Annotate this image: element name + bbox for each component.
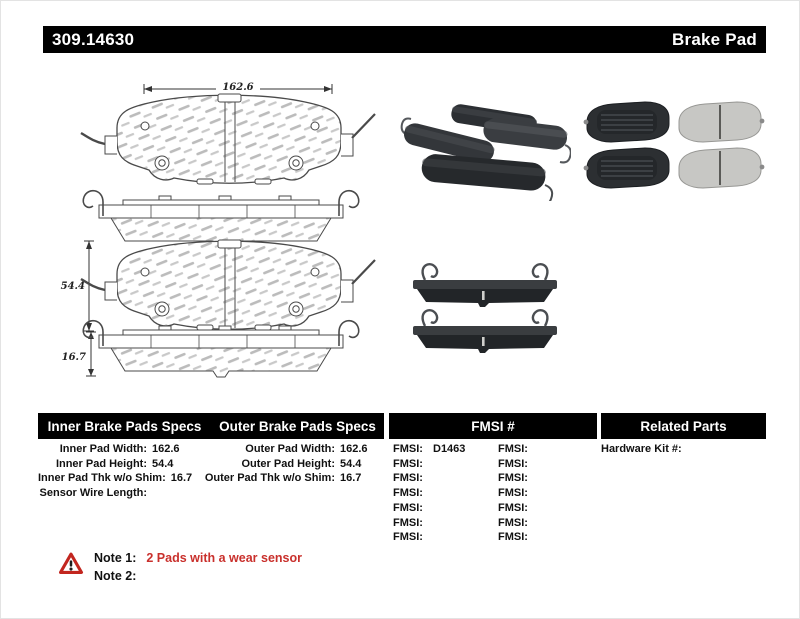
spec-row: Outer Pad Thk w/o Shim: 16.7 [204,472,362,485]
note-2 [94,569,302,587]
spec-row: Inner Pad Height: 54.4 [55,457,174,470]
fmsi-row: FMSI: [393,472,423,485]
fmsi-row: FMSI: [393,516,423,529]
dimension-height [61,241,94,331]
note-1-label: Note 1: [94,551,137,565]
fmsi-row: FMSI: [498,516,528,529]
spec-row: Inner Pad Width: 162.6 [59,443,180,455]
fmsi-row: FMSI: [393,457,423,470]
spec-row: Outer Pad Width: 162.6 [245,443,368,455]
note-2-label: Note 2: [94,569,137,583]
fmsi-row: FMSI: [498,531,528,544]
fmsi-row: FMSI: [498,472,528,485]
related-parts-column [601,442,766,457]
part-number: 309.14630 [52,29,135,49]
svg-text:54.4: 54.4 [60,281,85,292]
fmsi-row: FMSI: D1463 [393,443,466,455]
header-outer-specs: Outer Brake Pads Specs [219,418,376,434]
fmsi-row: FMSI: [498,443,528,455]
inner-specs-column [38,442,196,501]
table-header-related: Related Parts [601,413,766,439]
spec-row: Sensor Wire Length: [39,487,147,500]
fmsi-row: FMSI: [498,487,528,500]
spec-row: Outer Pad Height: 54.4 [241,457,362,470]
header-inner-specs: Inner Brake Pads Specs [47,418,202,434]
product-photo-edge [393,258,579,358]
fmsi-row: FMSI: [393,531,423,544]
fmsi-row: FMSI: [393,487,423,500]
spec-row: Inner Pad Thk w/o Shim: 16.7 [38,472,193,485]
table-header-fmsi: FMSI # [389,413,597,439]
note-1 [94,551,302,569]
svg-text:162.6: 162.6 [222,82,254,93]
svg-text:16.7: 16.7 [61,352,86,363]
product-photo-flat [579,98,767,190]
fmsi-column-2 [498,442,598,545]
table-header-specs [38,413,384,439]
notes-block [94,551,302,587]
dimension-thickness [62,332,96,376]
product-type: Brake Pad [672,29,757,49]
fmsi-row: FMSI: [498,501,528,514]
dimension-width [144,79,332,94]
fmsi-row: FMSI: [393,501,423,514]
related-row: Hardware Kit #: [601,443,682,455]
technical-drawing [59,76,381,392]
outer-specs-column [199,442,384,486]
title-bar [43,26,766,53]
fmsi-row: FMSI: [498,457,528,470]
fmsi-column-1 [393,442,493,545]
product-photo-perspective [393,93,571,201]
warning-triangle-icon [58,552,84,575]
note-1-text: 2 Pads with a wear sensor [146,551,302,565]
